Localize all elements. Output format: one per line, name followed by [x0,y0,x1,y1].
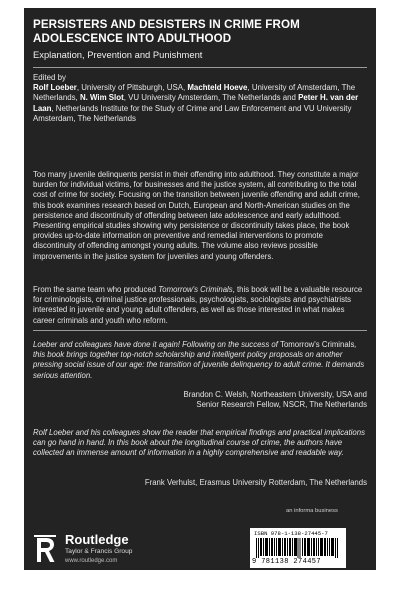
isbn-text: ISBN 978-1-138-27445-7 [254,530,328,537]
publisher-name: Routledge [65,532,129,547]
para2-lead: From the same team who produced [33,285,159,294]
para2-tail: , this book will be a valuable resource for criminologists, criminal justice professionals, psychologists, sociologists and psychiatrists interested in juvenile and young adult offenders, as well as those interested in what makes career criminals and youth who reform. [33,285,363,325]
editor-affiliation: , University of Amsterdam, The Netherlands, [33,83,356,103]
editor-name: Peter H. van der Laan [33,93,359,113]
title-rule [33,67,367,68]
routledge-logo [33,530,193,568]
description-text: Too many juvenile delinquents persist in their offending into adulthood. They constitute a major burden for individual victims, for businesses and the justice system, all contributing to the total cost of crime for society. Focusing on the transition between juvenile offending and adult crime, this book examines research based on Dutch, European and North-American studies on the persistence and discontinuity of offending between late adolescence and early adulthood. Presenting empirical studies showing why persistence or discontinuity takes place, the book provides up-to-date information on preventive and remedial interventions to promote discontinuity of offending amongst young adults. The volume also reviews possible improvements in the justice system for juveniles and young offenders. [33,170,360,261]
content-area [33,18,367,487]
reviews-rule [33,330,367,331]
description-paragraph-1 [33,170,367,262]
editor-name: N. Wim Slot [79,93,124,103]
review-attribution-1 [33,390,367,410]
book-subtitle: Explanation, Prevention and Punishment [33,49,203,60]
dark-panel [24,8,376,570]
barcode-digits: 9 781138 274457 [252,558,322,566]
editor-affiliation: , Netherlands Institute for the Study of Crime and Law Enforcement and VU University Amsterdam, The Netherlands [33,103,352,123]
editor-name: Machteld Hoeve [187,83,248,93]
editors-block [33,73,367,124]
quote1-part-c: , this book brings together top-notch scholarship and intelligent policy proposals on another pressing social issue of our age: the transition of juvenile delinquency to adult crime. It demands serious attention. [33,340,365,380]
barcode-panel [250,528,346,568]
quote1-part-a: Loeber and colleagues have done it again! Following on the success of [33,340,281,349]
review-quote-1 [33,340,367,381]
publisher-group: Taylor & Francis Group [65,548,133,555]
publisher-bar [24,528,376,570]
informa-label: an informa business [286,508,338,514]
quote1-book-reference: Tomorrow's Criminals [280,340,355,349]
attribution-1-line-1: Brandon C. Welsh, Northeastern University, USA and [183,390,367,399]
para2-book-reference: Tomorrow's Criminals [158,285,233,294]
review-attribution-2: Frank Verhulst, Erasmus University Rotterdam, The Netherlands [144,478,367,487]
description-text-2 [33,285,367,326]
review-quote-2 [33,428,367,459]
attribution-1-line-2: Senior Research Fellow, NSCR, The Netherlands [196,400,367,410]
barcode-bars [256,538,340,558]
editors-list [33,83,367,124]
description-paragraph-2 [33,285,367,326]
edited-by-label: Edited by [33,73,66,82]
editor-affiliation: , VU University Amsterdam, The Netherlands and [123,93,299,103]
review-quote-1-text [33,340,367,381]
editor-affiliation: , University of Pittsburgh, USA, [76,83,188,93]
routledge-r-icon [33,534,57,564]
publisher-url: www.routledge.com [65,558,118,564]
editor-name: Rolf Loeber [33,83,77,93]
review-quote-2-text: Rolf Loeber and his colleagues show the reader that empirical findings and practical implications can go hand in hand. In this book about the longitudinal course of crime, the authors have collected an immense amount of information in a highly comprehensive and readable way. [33,428,365,458]
book-title: PERSISTERS AND DESISTERS IN CRIME FROM ADOLESCENCE INTO ADULTHOOD [33,18,300,45]
